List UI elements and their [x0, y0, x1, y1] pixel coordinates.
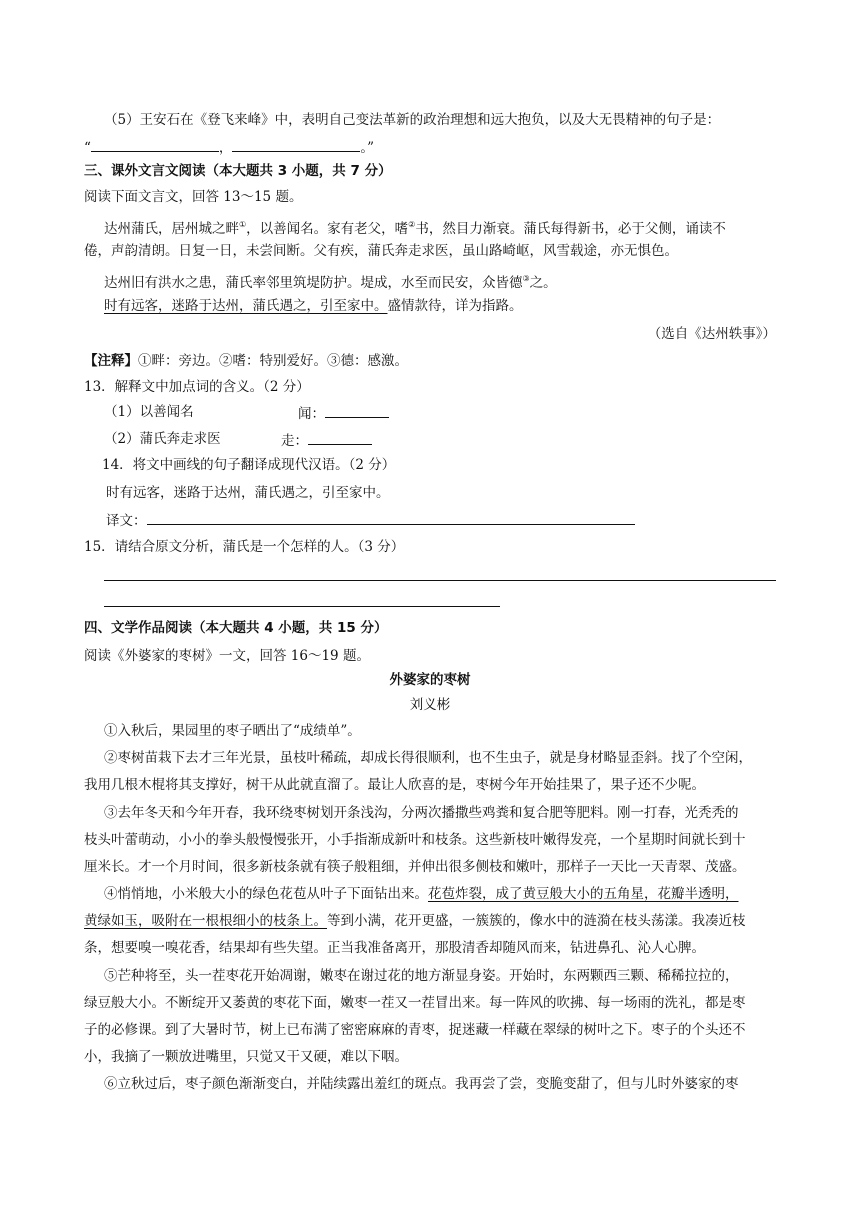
- passage-source: （选自《达州轶事》）: [647, 326, 776, 342]
- article-p4-line2: [84, 912, 746, 930]
- q5-blank-1[interactable]: [91, 137, 219, 152]
- q15-answer-line-1[interactable]: [104, 580, 776, 581]
- passage-p2: [104, 270, 557, 292]
- q13: 13．解释文中加点词的含义。（2 分）: [84, 379, 310, 395]
- q5-answer-line: [84, 137, 374, 157]
- q13-2-blank[interactable]: [308, 430, 372, 445]
- q15: 15．请结合原文分析，蒲氏是一个怎样的人。（3 分）: [84, 539, 405, 555]
- q13-1-item: （1）以善闻名: [104, 404, 194, 420]
- q13-1-word: 闻：: [298, 406, 325, 422]
- section4-instruction: 阅读《外婆家的枣树》一文，回答 16～19 题。: [84, 648, 370, 664]
- q14-answer: [106, 510, 635, 530]
- section3-instruction: 阅读下面文言文，回答 13～15 题。: [84, 189, 303, 205]
- article-author: 刘义彬: [409, 697, 451, 713]
- article-p3-line3: 厘米长。才一个月时间，很多新枝条就有筷子般粗细，并伸出很多侧枝和嫩叶，那样子一天比一天青翠、茂盛。: [84, 859, 746, 875]
- q5-text: （5）王安石在《登飞来峰》中，表明自己变法革新的政治理想和远大抱负，以及大无畏精神的句子是：: [104, 112, 721, 128]
- article-p5-line3: 子的必修课。到了大暑时节，树上已布满了密密麻麻的青枣，捉迷藏一样藏在翠绿的树叶之下。枣子的个头还不: [84, 1022, 746, 1038]
- article-p4-line1: [104, 885, 739, 903]
- q14: 14．将文中画线的句子翻译成现代汉语。（2 分）: [102, 457, 396, 473]
- article-text: ④悄悄地，小米般大小的绿色花苞从叶子下面钻出来。: [104, 886, 428, 902]
- passage-p3: [104, 297, 523, 315]
- passage-p1-line1: [104, 216, 726, 238]
- q13-2-item: （2）蒲氏奔走求医: [104, 431, 221, 447]
- q13-1-answer: [298, 403, 389, 423]
- note-ref-2: ②: [408, 220, 416, 229]
- q14-blank[interactable]: [147, 510, 635, 525]
- passage-text: 盛情款待，详为指路。: [387, 298, 523, 314]
- article-p2-line2: 我用几根木棍将其支撑好，树干从此就直溜了。最让人欣喜的是，枣树今年开始挂果了，果子还不少呢。: [84, 777, 705, 793]
- underlined-sentence: 黄绿如玉，吸附在一根根细小的枝条上。: [84, 913, 327, 929]
- article-text: 等到小满，花开更盛，一簇簇的，像水中的涟漪在枝头荡漾。我凑近枝: [327, 913, 746, 929]
- note-ref-3: ③: [522, 274, 530, 283]
- article-p3-line2: 枝头叶蕾萌动，小小的拳头般慢慢张开，小手指渐成新叶和枝条。这些新枝叶嫩得发亮，一个星期时间就长到十: [84, 832, 746, 848]
- passage-p1-line2: 倦，声韵清朗。日复一日，未尝间断。父有疾，蒲氏奔走求医，虽山路崎岖，风雪载途，亦无惧色。: [84, 243, 678, 259]
- q13-1-blank[interactable]: [325, 403, 389, 418]
- q5-comma: ，: [218, 140, 233, 156]
- passage-text: 之。: [529, 275, 557, 291]
- note-ref-1: ①: [239, 220, 247, 229]
- section3-heading: 三、课外文言文阅读（本大题共 3 小题，共 7 分）: [84, 163, 392, 179]
- q5-blank-2[interactable]: [232, 137, 360, 152]
- underlined-sentence: 时有远客，迷路于达州，蒲氏遇之，引至家中。: [104, 298, 388, 314]
- q14-sentence: 时有远客，迷路于达州，蒲氏遇之，引至家中。: [106, 485, 390, 501]
- article-p5-line2: 绿豆般大小。不断绽开又萎黄的枣花下面，嫩枣一茬又一茬冒出来。每一阵风的吹拂、每一场雨的洗礼，都是枣: [84, 995, 746, 1011]
- article-p5-line1: ⑤芒种将至，头一茬枣花开始凋谢，嫩枣在谢过花的地方渐显身姿。开始时，东两颗西三颗、稀稀拉拉的，: [104, 968, 739, 984]
- passage-text: 达州旧有洪水之患，蒲氏率邻里筑堤防护。堤成，水至而民安，众皆德: [104, 275, 523, 291]
- notes-label: 【注释】: [84, 353, 138, 369]
- article-p2-line1: ②枣树苗栽下去才三年光景，虽枝叶稀疏，却成长得很顺利，也不生虫子，就是身材略显歪斜。找了个空闲，: [104, 750, 752, 766]
- q14-label: 译文：: [106, 513, 147, 529]
- passage-text: ，以善闻名。家有老父，嗜: [246, 221, 409, 237]
- article-p5-line4: 小，我摘了一颗放进嘴里，只觉又干又硬，难以下咽。: [84, 1049, 408, 1065]
- q5-quote-open: “: [84, 140, 91, 156]
- article-p1: ①入秋后，果园里的枣子晒出了“成绩单”。: [104, 723, 361, 739]
- passage-text: 达州蒲氏，居州城之畔: [104, 221, 239, 237]
- q13-2-word: 走：: [281, 433, 308, 449]
- section4-heading: 四、文学作品阅读（本大题共 4 小题，共 15 分）: [84, 620, 388, 636]
- notes-text: ①畔：旁边。②嗜：特别爱好。③德：感激。: [138, 353, 408, 369]
- article-p6-line1: ⑥立秋过后，枣子颜色渐渐变白，并陆续露出羞红的斑点。我再尝了尝，变脆变甜了，但与儿时外婆家的枣: [104, 1076, 739, 1092]
- underlined-sentence: 花苞炸裂，成了黄豆般大小的五角星，花瓣半透明，: [428, 886, 739, 902]
- article-p3-line1: ③去年冬天和今年开春，我环绕枣树划开条浅沟，分两次播撒些鸡粪和复合肥等肥料。刚一打春，光秃秃的: [104, 805, 739, 821]
- notes: [84, 352, 408, 370]
- q15-answer-line-2[interactable]: [104, 606, 500, 607]
- article-p4-line3: 条，想要嗅一嗅花香，结果却有些失望。正当我准备离开，那股清香却随风而来，钻进鼻孔、沁人心脾。: [84, 940, 705, 956]
- q5-quote-close: 。”: [360, 140, 375, 156]
- q13-2-answer: [281, 430, 372, 450]
- passage-text: 书，然目力渐衰。蒲氏每得新书，必于父侧，诵读不: [415, 221, 726, 237]
- article-title: 外婆家的枣树: [389, 672, 471, 688]
